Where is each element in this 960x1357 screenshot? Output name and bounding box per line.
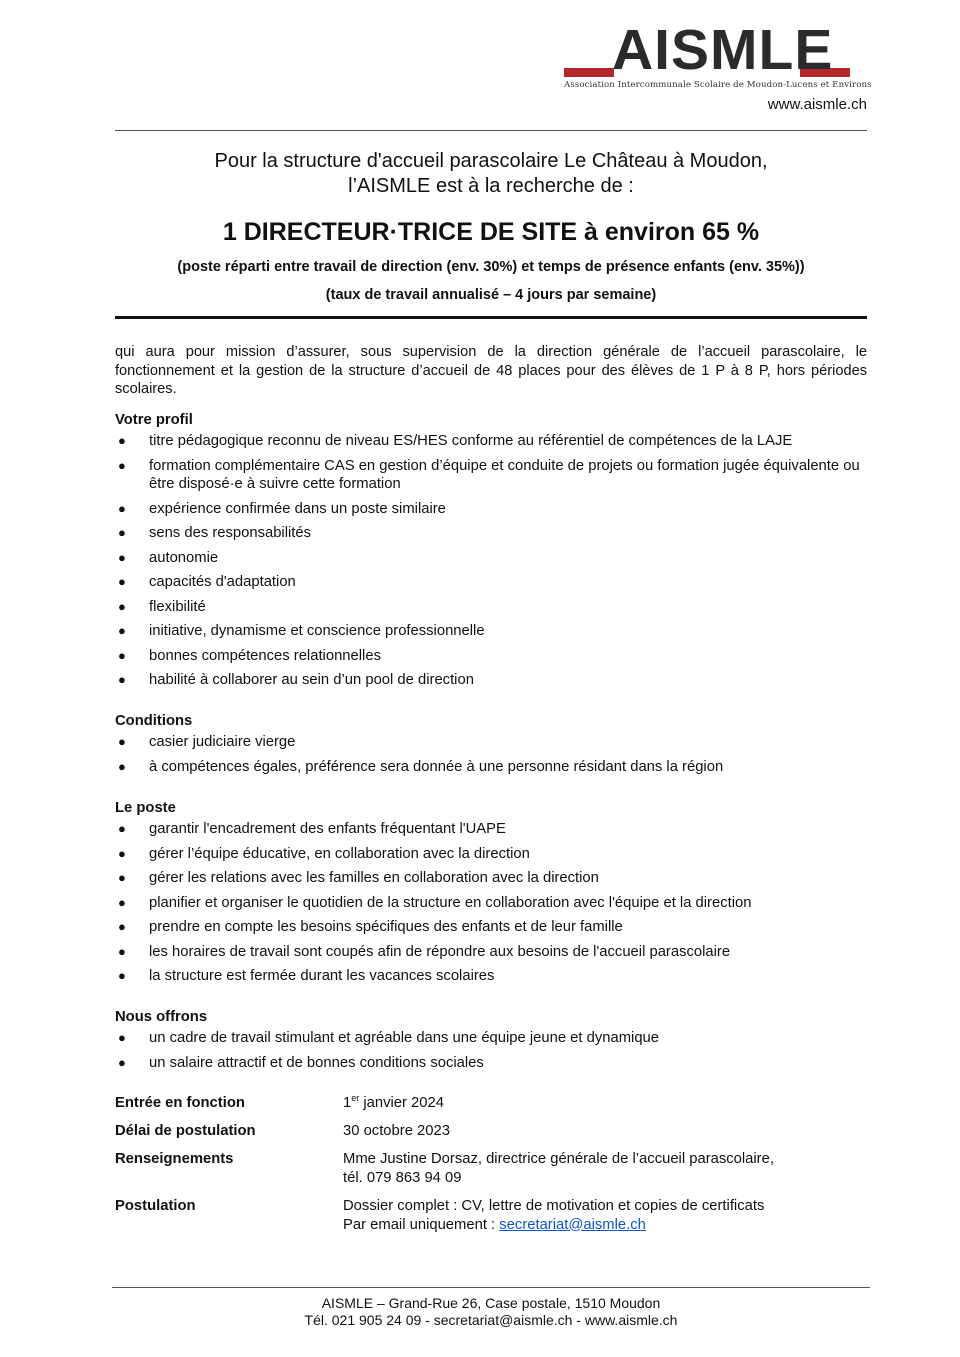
intro-line-1: Pour la structure d'accueil parascolaire Le Château à Moudon,: [214, 150, 768, 172]
list-item: ● formation complémentaire CAS en gestion d’équipe et conduite de projets ou formation jugée équivalente ou être disposé·e à suivre cette formation: [118, 457, 860, 492]
list-item: ● un salaire attractif et de bonnes conditions sociales: [118, 1054, 484, 1071]
bullet-icon: ●: [118, 433, 126, 448]
offre-list: [115, 1029, 867, 1072]
list-item: ● garantir l'encadrement des enfants fréquentant l'UAPE: [118, 821, 506, 837]
bullet-icon: ●: [118, 870, 126, 885]
section-poste: [115, 798, 867, 992]
list-item: ● gérer les relations avec les familles en collaboration avec la direction: [118, 870, 599, 886]
bullet-icon: ●: [118, 821, 126, 836]
info-value: Dossier complet : CV, lettre de motivation et copies de certificats Par email uniquement : secretariat@aismle.ch: [343, 1198, 765, 1233]
info-value: 30 octobre 2023: [343, 1123, 450, 1139]
list-item: ● prendre en compte les besoins spécifiques des enfants et de leur famille: [118, 919, 623, 935]
list-item: ● les horaires de travail sont coupés afin de répondre aux besoins de l'accueil parascolaire: [118, 943, 731, 960]
logo-bar-left: [564, 68, 614, 77]
list-item: ● un cadre de travail stimulant et agréable dans une équipe jeune et dynamique: [118, 1030, 660, 1046]
list-item: ● planifier et organiser le quotidien de la structure en collaboration avec l'équipe et la direction: [118, 894, 752, 911]
bullet-icon: ●: [118, 758, 126, 774]
list-item: ● à compétences égales, préférence sera donnée à une personne résidant dans la région: [118, 758, 724, 775]
bullet-icon: ●: [118, 457, 126, 473]
bullet-icon: ●: [118, 1030, 126, 1045]
email-link[interactable]: secretariat@aismle.ch: [499, 1216, 646, 1233]
bullet-icon: ●: [118, 943, 126, 959]
section-conditions: [115, 711, 867, 782]
info-label: Délai de postulation: [115, 1123, 256, 1139]
bullet-icon: ●: [118, 623, 126, 638]
poste-list: [115, 820, 867, 986]
footer-contact: Tél. 021 905 24 09 - secretariat@aismle.ch - www.aismle.ch: [304, 1312, 678, 1328]
list-item: ● habilité à collaborer au sein d’un pool de direction: [118, 672, 474, 688]
profil-list: [115, 432, 867, 690]
logo-wordmark: AISMLE: [612, 18, 834, 82]
bullet-icon: ●: [118, 598, 126, 614]
bullet-icon: ●: [118, 500, 126, 516]
intro-block: [115, 149, 867, 199]
section-heading: Le poste: [115, 800, 176, 816]
bullet-icon: ●: [118, 525, 126, 540]
bullet-icon: ●: [118, 734, 126, 749]
job-title: 1 DIRECTEUR·TRICE DE SITE à environ 65 %: [222, 218, 760, 246]
bullet-icon: ●: [118, 672, 126, 687]
section-heading: Votre profil: [115, 412, 193, 428]
list-item: ● sens des responsabilités: [118, 525, 312, 541]
header-website[interactable]: www.aismle.ch: [767, 96, 867, 113]
mission-paragraph: qui aura pour mission d’assurer, sous supervision de la direction générale de l’accueil parascolaire, le fonctionnement et la gestion de la structure d’accueil de 48 places pour des élèves de 1 P à 8 P, hors périodes scolaires.: [115, 344, 867, 397]
footer-address: AISMLE – Grand-Rue 26, Case postale, 1510 Moudon: [321, 1295, 661, 1311]
bullet-icon: ●: [118, 1054, 126, 1070]
list-item: ● capacités d'adaptation: [118, 574, 296, 590]
list-item: ● la structure est fermée durant les vacances scolaires: [118, 968, 495, 984]
list-item: ● expérience confirmée dans un poste similaire: [118, 500, 446, 517]
bullet-icon: ●: [118, 968, 126, 983]
list-item: ● initiative, dynamisme et conscience professionnelle: [118, 623, 485, 639]
info-label: Renseignements: [115, 1151, 234, 1167]
info-value: 1er janvier 2024: [343, 1093, 444, 1111]
info-value: Mme Justine Dorsaz, directrice générale de l’accueil parascolaire, tél. 079 863 94 09: [343, 1151, 774, 1186]
job-detail-rate: (taux de travail annualisé – 4 jours par semaine): [325, 287, 657, 303]
list-item: ● flexibilité: [118, 598, 206, 615]
aismle-logo: [562, 18, 872, 92]
bullet-icon: ●: [118, 894, 126, 910]
bullet-icon: ●: [118, 845, 126, 861]
intro-line-2: l’AISMLE est à la recherche de :: [348, 175, 634, 197]
title-divider: [115, 316, 867, 319]
bullet-icon: ●: [118, 919, 126, 934]
section-offre: [115, 1007, 867, 1078]
header-divider: [115, 130, 867, 131]
section-heading: Conditions: [115, 713, 193, 729]
list-item: ● titre pédagogique reconnu de niveau ES/HES conforme au référentiel de compétences de la LAJE: [118, 433, 793, 449]
conditions-list: [115, 733, 867, 776]
logo-subtitle: Association Intercommunale Scolaire de Moudon-Lucens et Environs: [564, 80, 872, 90]
job-detail-split: (poste réparti entre travail de direction (env. 30%) et temps de présence enfants (env. 35%)): [177, 259, 805, 275]
bullet-icon: ●: [118, 549, 126, 565]
info-label: Postulation: [115, 1198, 196, 1214]
list-item: ● bonnes compétences relationnelles: [118, 647, 381, 664]
bullet-icon: ●: [118, 574, 126, 589]
list-item: ● autonomie: [118, 549, 219, 566]
footer-divider: [112, 1287, 870, 1288]
info-label: Entrée en fonction: [115, 1095, 245, 1111]
section-heading: Nous offrons: [115, 1009, 208, 1025]
list-item: ● casier judiciaire vierge: [118, 734, 296, 750]
bullet-icon: ●: [118, 647, 126, 663]
list-item: ● gérer l’équipe éducative, en collaboration avec la direction: [118, 845, 530, 862]
section-profil: [115, 410, 867, 696]
